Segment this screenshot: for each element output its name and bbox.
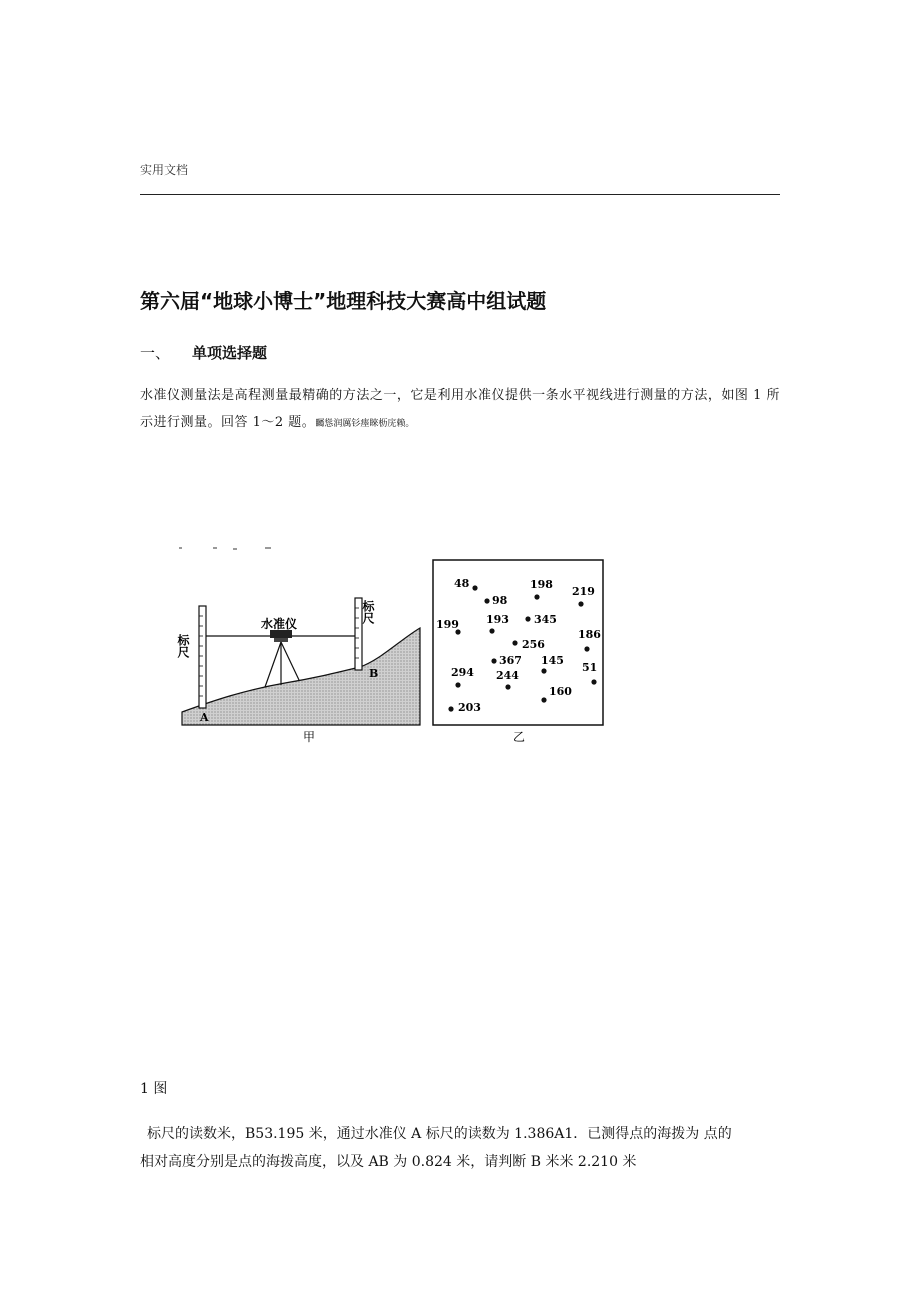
elevation-point-dot [455, 682, 460, 687]
point-a-label: A [200, 711, 209, 724]
elevation-point-label: 160 [549, 685, 572, 698]
elevation-point-label: 294 [451, 666, 474, 679]
elevation-point-label: 367 [499, 654, 522, 667]
instrument-base [274, 638, 288, 642]
elevation-point-label: 145 [541, 654, 564, 667]
question-line-2: 相对高度分别是点的海拨高度，以及 AB 为 0.824 米，请判断 B 米米 2.210 米 [140, 1154, 637, 1170]
left-panel-label: 甲 [303, 730, 316, 744]
header-label: 实用文档 [140, 163, 189, 177]
elevation-point-label: 256 [522, 638, 545, 651]
leveling-diagram [176, 598, 420, 744]
scan-marks [179, 548, 271, 549]
elevation-point-dot [491, 658, 496, 663]
intro-garbled-text: 矚慫润厲钐瘗睞枥庑赖。 [315, 419, 415, 429]
intro-text: 水准仪测量法是高程测量最精确的方法之一，它是利用水准仪提供一条水平视线进行测量的方法，如图 1 所示进行测量。回答 1～2 题。 [140, 388, 780, 430]
elevation-map [433, 560, 603, 744]
elevation-point-label: 193 [486, 613, 509, 626]
left-leveling-rod [199, 606, 206, 708]
elevation-point-dot [591, 679, 596, 684]
elevation-point-dot [472, 585, 477, 590]
instrument-label: 水准仪 [261, 617, 298, 631]
elevation-point-label: 98 [492, 594, 508, 607]
right-panel-label: 乙 [513, 730, 526, 744]
elevation-point-dot [489, 628, 494, 633]
left-rod-label: 标尺 [176, 634, 190, 658]
question-paragraph [140, 1120, 780, 1176]
elevation-point-dot [541, 697, 546, 702]
tripod [265, 642, 299, 687]
section-number: 一、 [140, 344, 171, 362]
elevation-point-label: 198 [530, 578, 553, 591]
elevation-point-label: 186 [578, 628, 601, 641]
elevation-point-dot [584, 646, 589, 651]
elevation-point-dot [484, 598, 489, 603]
document-title: 第六届“地球小博士”地理科技大赛高中组试题 [140, 289, 547, 313]
ground-slope [182, 628, 420, 725]
elevation-point-label: 219 [572, 585, 595, 598]
level-instrument [270, 630, 292, 638]
elevation-point-label: 203 [458, 701, 481, 714]
figure-1 [175, 540, 615, 750]
figure-caption: 1 图 [140, 1081, 168, 1097]
header-divider [140, 194, 780, 195]
elevation-point-label: 244 [496, 669, 519, 682]
right-rod-label: 标尺 [361, 600, 375, 624]
section-heading-text: 单项选择题 [192, 344, 268, 362]
elevation-point-dot [534, 594, 539, 599]
elevation-point-dot [505, 684, 510, 689]
elevation-point-dot [525, 616, 530, 621]
elevation-point-dot [541, 668, 546, 673]
elevation-point-dot [448, 706, 453, 711]
elevation-point-label: 51 [582, 661, 598, 674]
elevation-point-dot [512, 640, 517, 645]
question-line-1: 标尺的读数米，B53.195 米，通过水准仪 A 标尺的读数为 1.386A1．已测得点的海拨为 点的 [147, 1126, 732, 1142]
elevation-point-label: 199 [436, 618, 459, 631]
elevation-point-dot [578, 601, 583, 606]
elevation-point-label: 345 [534, 613, 557, 626]
point-b-label: B [369, 667, 379, 680]
intro-paragraph [140, 382, 780, 438]
section-heading [140, 342, 267, 363]
elevation-point-label: 48 [454, 577, 470, 590]
